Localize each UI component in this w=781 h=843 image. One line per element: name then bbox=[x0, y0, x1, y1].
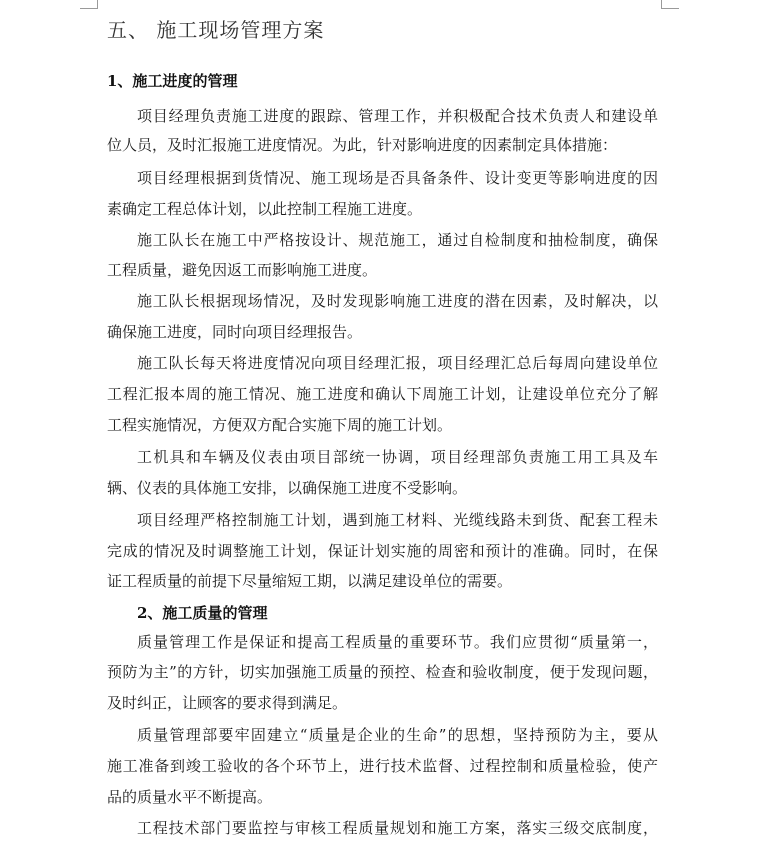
document-title: 五、 施工现场管理方案 bbox=[107, 18, 325, 42]
section-heading-progress: 1、施工进度的管理 bbox=[107, 72, 238, 90]
paragraph-line: 素确定工程总体计划，以此控制工程施工进度。 bbox=[107, 200, 423, 218]
paragraph-line: 质量管理部要牢固建立“质量是企业的生命”的思想，坚持预防为主，要从 bbox=[137, 726, 658, 744]
paragraph-line: 确保施工进度，同时向项目经理报告。 bbox=[107, 323, 363, 341]
crop-mark-left-vertical bbox=[97, 0, 98, 8]
crop-mark-right-vertical bbox=[661, 0, 662, 8]
paragraph-line: 完成的情况及时调整施工计划，保证计划实施的周密和预计的准确。同时，在保 bbox=[107, 542, 658, 560]
paragraph-line: 预防为主”的方针，切实加强施工质量的预控、检查和验收制度，便于发现问题， bbox=[107, 663, 658, 681]
crop-mark-right-horizontal bbox=[661, 8, 679, 9]
paragraph-line: 项目经理根据到货情况、施工现场是否具备条件、设计变更等影响进度的因 bbox=[137, 169, 658, 187]
crop-mark-left-horizontal bbox=[80, 8, 98, 9]
paragraph-line: 施工队长根据现场情况，及时发现影响施工进度的潜在因素，及时解决，以 bbox=[137, 292, 658, 310]
paragraph-line: 品的质量水平不断提高。 bbox=[107, 788, 273, 806]
section-heading-quality: 2、施工质量的管理 bbox=[137, 604, 268, 622]
paragraph-line: 施工准备到竣工验收的各个环节上，进行技术监督、过程控制和质量检验，使产 bbox=[107, 757, 658, 775]
paragraph-line: 质量管理工作是保证和提高工程质量的重要环节。我们应贯彻“质量第一， bbox=[137, 633, 658, 651]
paragraph-line: 工机具和车辆及仪表由项目部统一协调，项目经理部负责施工用工具及车 bbox=[137, 448, 658, 466]
paragraph-line: 证工程质量的前提下尽量缩短工期，以满足建设单位的需要。 bbox=[107, 572, 513, 590]
paragraph-line: 及时纠正，让顾客的要求得到满足。 bbox=[107, 694, 348, 712]
paragraph-line: 辆、仪表的具体施工安排，以确保施工进度不受影响。 bbox=[107, 479, 468, 497]
paragraph-line: 工程实施情况，方便双方配合实施下周的施工计划。 bbox=[107, 416, 453, 434]
paragraph-line: 施工队长在施工中严格按设计、规范施工，通过自检制度和抽检制度，确保 bbox=[137, 231, 658, 249]
paragraph-line: 位人员，及时汇报施工进度情况。为此，针对影响进度的因素制定具体措施： bbox=[107, 136, 618, 154]
paragraph-line: 项目经理严格控制施工计划，遇到施工材料、光缆线路未到货、配套工程未 bbox=[137, 511, 658, 529]
paragraph-line: 施工队长每天将进度情况向项目经理汇报，项目经理汇总后每周向建设单位 bbox=[137, 354, 658, 372]
paragraph-line: 项目经理负责施工进度的跟踪、管理工作，并积极配合技术负责人和建设单 bbox=[137, 107, 658, 125]
paragraph-line: 工程质量，避免因返工而影响施工进度。 bbox=[107, 261, 378, 279]
paragraph-line: 工程汇报本周的施工情况、施工进度和确认下周施工计划，让建设单位充分了解 bbox=[107, 385, 658, 403]
paragraph-line: 工程技术部门要监控与审核工程质量规划和施工方案，落实三级交底制度， bbox=[137, 819, 658, 837]
